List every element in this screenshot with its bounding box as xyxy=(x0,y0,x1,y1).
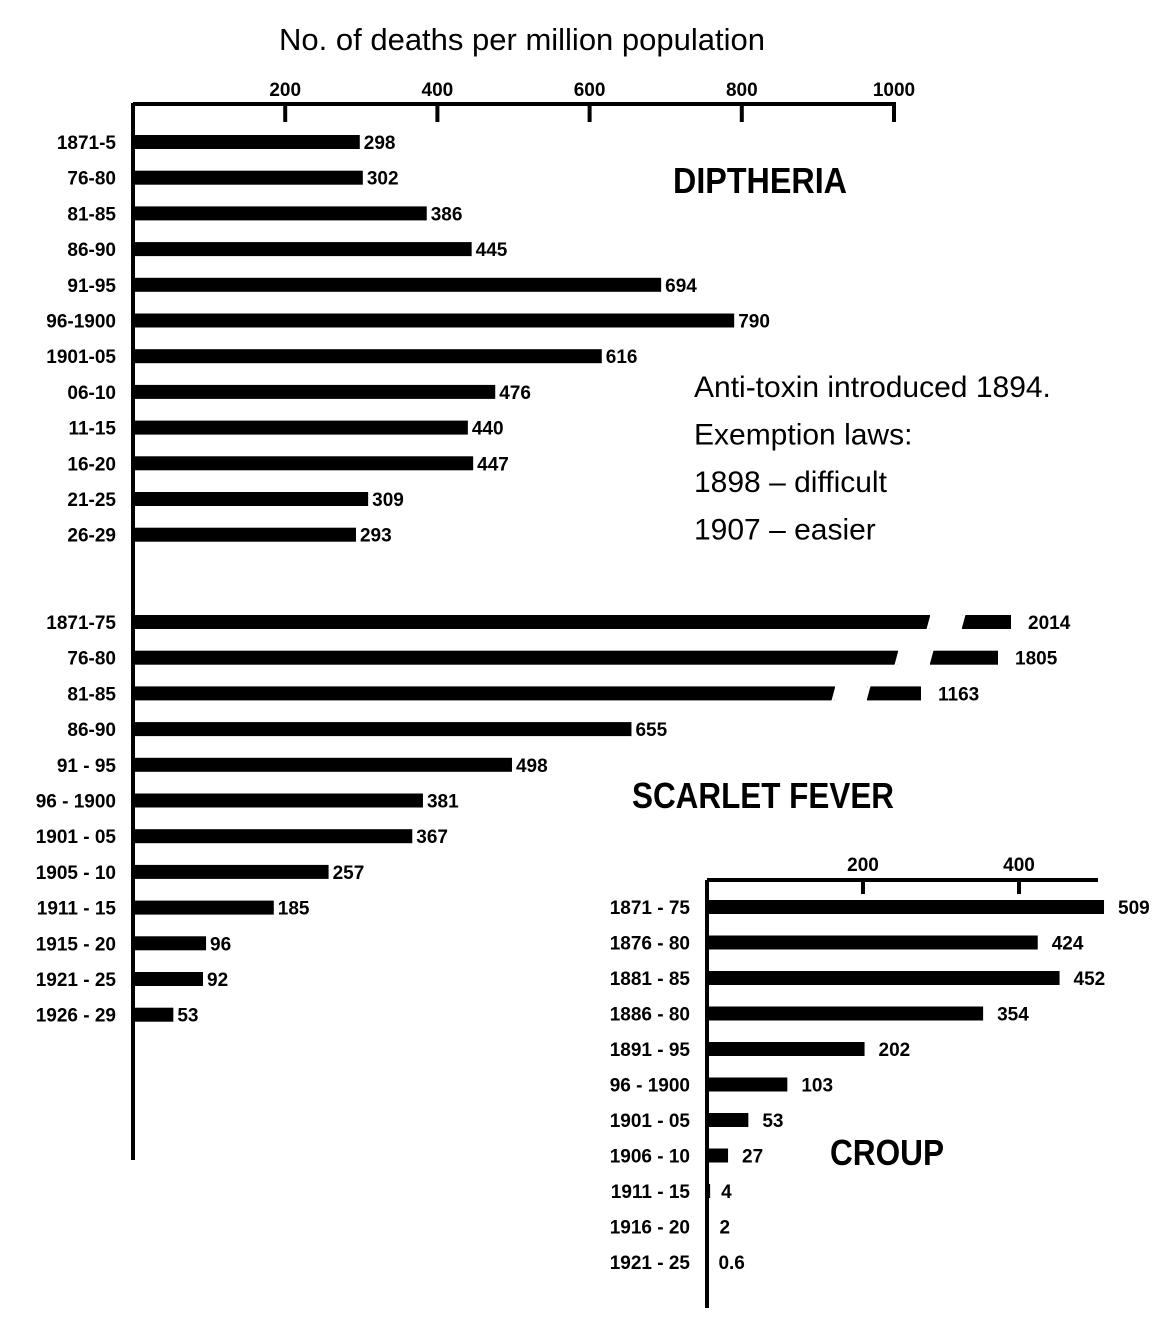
x-tick-label: 200 xyxy=(269,80,302,101)
category-label: 1906 - 10 xyxy=(609,1146,690,1168)
bar xyxy=(133,794,423,808)
x-axis-title: No. of deaths per million population xyxy=(279,22,765,57)
diptheria-panel xyxy=(46,133,770,547)
value-label: 424 xyxy=(1051,933,1084,955)
category-label: 86-90 xyxy=(67,720,116,742)
category-label: 81-85 xyxy=(67,204,116,226)
bar xyxy=(133,972,203,986)
value-label: 498 xyxy=(515,755,548,777)
category-label: 1871 - 75 xyxy=(609,898,690,919)
category-label: 21-25 xyxy=(67,490,116,511)
category-label: 76-80 xyxy=(67,648,116,670)
category-label: 91-95 xyxy=(67,275,116,297)
bar xyxy=(707,1113,748,1127)
category-label: 86-90 xyxy=(67,240,116,262)
value-label: 509 xyxy=(1118,898,1150,919)
bar xyxy=(133,686,835,700)
x-tick-label: 600 xyxy=(573,80,606,101)
bar-segment xyxy=(930,651,998,665)
croup-x-tick-label: 200 xyxy=(847,855,879,876)
category-label: 96 - 1900 xyxy=(609,1075,690,1097)
category-label: 1901 - 05 xyxy=(609,1111,690,1132)
category-label: 1891 - 95 xyxy=(609,1040,690,1061)
value-label: 445 xyxy=(475,240,508,262)
note-line: Exemption laws: xyxy=(694,418,913,452)
bar xyxy=(707,1078,787,1092)
bar xyxy=(133,135,360,149)
category-label: 11-15 xyxy=(68,418,116,440)
main-axis xyxy=(133,103,896,1160)
category-label: 1876 - 80 xyxy=(609,933,690,955)
category-label: 26-29 xyxy=(67,525,116,547)
category-label: 1916 - 20 xyxy=(609,1217,690,1239)
value-label: 381 xyxy=(426,791,459,813)
value-label: 452 xyxy=(1073,969,1106,990)
category-label: 96-1900 xyxy=(46,311,116,333)
bar xyxy=(133,314,734,328)
bar xyxy=(133,171,363,185)
value-label: 96 xyxy=(210,934,232,956)
category-label: 91 - 95 xyxy=(56,755,116,777)
bar xyxy=(707,900,1104,914)
category-label: 1915 - 20 xyxy=(35,934,116,956)
value-label: 92 xyxy=(207,970,229,991)
category-label: 1905 - 10 xyxy=(35,862,116,884)
bar xyxy=(707,936,1038,950)
x-tick-label: 800 xyxy=(725,80,758,101)
category-label: 1926 - 29 xyxy=(35,1005,116,1027)
value-label: 616 xyxy=(605,347,638,369)
bar xyxy=(133,1008,173,1022)
category-label: 76-80 xyxy=(67,168,116,190)
value-label: 298 xyxy=(363,133,396,154)
x-tick-label: 1000 xyxy=(872,80,916,101)
category-label: 1921 - 25 xyxy=(35,970,116,991)
category-label: 1871-5 xyxy=(56,133,116,154)
value-label: 293 xyxy=(359,525,392,547)
category-label: 1901 - 05 xyxy=(35,827,116,849)
value-label: 53 xyxy=(762,1111,784,1132)
value-label: 476 xyxy=(499,382,531,404)
value-label: 367 xyxy=(416,827,448,849)
antitoxin-note xyxy=(694,371,1051,547)
category-label: 81-85 xyxy=(67,684,116,706)
value-label: 2 xyxy=(719,1217,731,1239)
value-label: 1805 xyxy=(1015,648,1058,670)
bar xyxy=(133,829,412,843)
bar xyxy=(133,722,631,736)
category-label: 1871-75 xyxy=(46,613,116,634)
value-label: 0.6 xyxy=(718,1253,745,1274)
croup-x-tick-label: 400 xyxy=(1003,855,1035,876)
bar xyxy=(133,349,602,363)
category-label: 1881 - 85 xyxy=(609,969,690,990)
bar xyxy=(707,1220,709,1234)
note-line: 1907 – easier xyxy=(694,513,876,547)
value-label: 257 xyxy=(332,862,365,884)
bar xyxy=(707,1042,865,1056)
croup-title: CROUP xyxy=(830,1132,944,1173)
value-label: 185 xyxy=(277,898,310,920)
value-label: 655 xyxy=(635,720,668,742)
value-label: 2014 xyxy=(1028,613,1071,634)
croup-panel xyxy=(610,898,1150,1274)
scarlet-fever-title: SCARLET FEVER xyxy=(632,775,894,816)
value-label: 103 xyxy=(801,1075,834,1097)
bar xyxy=(133,385,495,399)
bar-segment xyxy=(962,615,1011,629)
category-label: 96 - 1900 xyxy=(35,791,116,813)
top-axis xyxy=(269,80,915,122)
category-label: 1901-05 xyxy=(46,347,116,369)
value-label: 309 xyxy=(372,490,404,511)
scarlet-fever-panel xyxy=(36,611,1071,1027)
value-label: 790 xyxy=(738,311,770,333)
bar xyxy=(133,492,368,506)
value-label: 440 xyxy=(471,418,504,440)
bar xyxy=(707,1007,983,1021)
note-line: 1898 – difficult xyxy=(694,466,887,499)
bar xyxy=(133,758,512,772)
bar xyxy=(133,242,472,256)
value-label: 354 xyxy=(997,1004,1029,1026)
value-label: 1163 xyxy=(938,684,980,706)
bar-segment xyxy=(867,686,921,700)
bar xyxy=(133,421,468,435)
value-label: 4 xyxy=(721,1182,732,1203)
bar xyxy=(133,615,930,629)
note-line: Anti-toxin introduced 1894. xyxy=(694,371,1051,404)
bar xyxy=(133,206,427,220)
value-label: 53 xyxy=(177,1005,199,1027)
value-label: 694 xyxy=(665,275,697,297)
bar xyxy=(707,1184,710,1198)
bar xyxy=(707,971,1060,985)
category-label: 1921 - 25 xyxy=(609,1253,690,1274)
bar xyxy=(133,865,329,879)
bar xyxy=(133,456,473,470)
category-label: 1911 - 15 xyxy=(610,1182,690,1203)
value-label: 202 xyxy=(878,1040,911,1061)
category-label: 16-20 xyxy=(67,454,116,476)
bar xyxy=(133,936,206,950)
bar xyxy=(133,651,898,665)
value-label: 447 xyxy=(477,454,509,476)
category-label: 1886 - 80 xyxy=(609,1004,690,1026)
category-label: 1911 - 15 xyxy=(36,898,116,920)
bar xyxy=(707,1149,728,1163)
x-tick-label: 400 xyxy=(421,80,454,101)
bar xyxy=(133,278,661,292)
value-label: 302 xyxy=(366,168,399,190)
bar xyxy=(133,528,356,542)
category-label: 06-10 xyxy=(67,382,116,404)
value-label: 386 xyxy=(430,204,463,226)
value-label: 27 xyxy=(742,1146,764,1168)
diptheria-title: DIPTHERIA xyxy=(673,160,847,201)
bar xyxy=(133,901,274,915)
